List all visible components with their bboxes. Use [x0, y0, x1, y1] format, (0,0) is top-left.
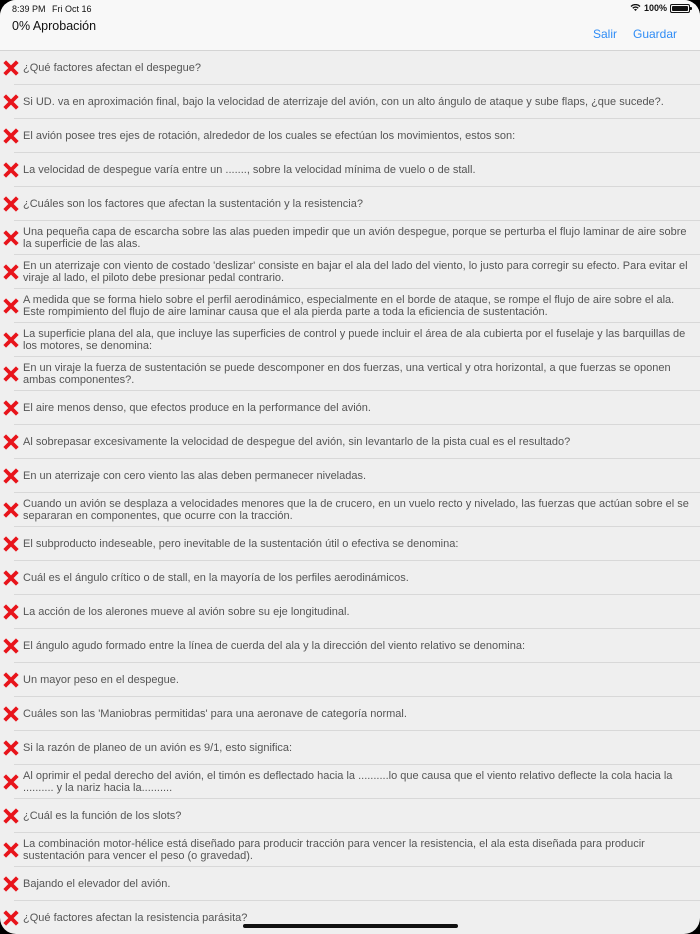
x-mark-icon — [2, 705, 20, 723]
list-item[interactable] — [0, 187, 700, 221]
list-item[interactable] — [0, 595, 700, 629]
question-text: Una pequeña capa de escarcha sobre las alas pueden impedir que un avión despegue, porque se perturba el flujo laminar de aire sobre la superficie de las alas. — [23, 225, 687, 250]
x-mark-icon — [2, 909, 20, 927]
question-text: La superficie plana del ala, que incluye las superficies de control y puede incluir el área de ala cubierta por el fuselaje y las barquillas de los motores, se denomina: — [23, 327, 686, 352]
question-text: La velocidad de despegue varía entre un ......., sobre la velocidad mínima de vuelo o de stall. — [23, 163, 476, 176]
x-mark-icon — [2, 773, 20, 791]
list-item[interactable] — [0, 561, 700, 595]
status-bar — [0, 0, 700, 16]
home-indicator[interactable] — [243, 924, 458, 928]
x-mark-icon — [2, 433, 20, 451]
question-text: A medida que se forma hielo sobre el perfil aerodinámico, especialmente en el borde de ataque, se rompe el flujo de aire sobre el ala. Este rompimiento del flujo de aire laminar causa que el ala pierda parte a toda la eficiencia de sustentación. — [23, 293, 675, 318]
list-item[interactable] — [0, 425, 700, 459]
list-item[interactable] — [0, 459, 700, 493]
x-mark-icon — [2, 501, 20, 519]
question-text: Cuál es el ángulo crítico o de stall, en la mayoría de los perfiles aerodinámicos. — [23, 571, 409, 584]
question-results-list[interactable] — [0, 51, 700, 934]
x-mark-icon — [2, 569, 20, 587]
question-text: Si UD. va en aproximación final, bajo la velocidad de aterrizaje del avión, con un alto ángulo de ataque y sube flaps, ¿que sucede?. — [23, 95, 664, 108]
status-time: 8:39 PM — [12, 4, 46, 14]
x-mark-icon — [2, 807, 20, 825]
x-mark-icon — [2, 195, 20, 213]
list-item[interactable] — [0, 765, 700, 799]
x-mark-icon — [2, 535, 20, 553]
x-mark-icon — [2, 671, 20, 689]
question-text: Bajando el elevador del avión. — [23, 877, 171, 890]
list-item[interactable] — [0, 357, 700, 391]
x-mark-icon — [2, 365, 20, 383]
question-text: El aire menos denso, que efectos produce en la performance del avión. — [23, 401, 371, 414]
list-item[interactable] — [0, 323, 700, 357]
list-item[interactable] — [0, 391, 700, 425]
x-mark-icon — [2, 739, 20, 757]
x-mark-icon — [2, 875, 20, 893]
save-button[interactable]: Guardar — [633, 27, 678, 41]
battery-percentage: 100% — [643, 3, 667, 13]
question-text: En un viraje la fuerza de sustentación se puede descomponer en dos fuerzas, una vertical y otra horizontal, a que fuerzas se oponen ambas componentes?. — [23, 361, 671, 386]
question-text: La acción de los alerones mueve al avión sobre su eje longitudinal. — [23, 605, 350, 618]
question-text: ¿Qué factores afectan la resistencia parásita? — [23, 911, 248, 924]
x-mark-icon — [2, 93, 20, 111]
x-mark-icon — [2, 399, 20, 417]
question-text: ¿Qué factores afectan el despegue? — [23, 61, 201, 74]
x-mark-icon — [2, 127, 20, 145]
question-text: Cuáles son las 'Maniobras permitidas' para una aeronave de categoría normal. — [23, 707, 407, 720]
question-text: El ángulo agudo formado entre la línea de cuerda del ala y la dirección del viento relativo se denomina: — [23, 639, 526, 652]
question-text: El avión posee tres ejes de rotación, alrededor de los cuales se efectúan los movimientos, estos son: — [23, 129, 516, 142]
question-text: En un aterrizaje con cero viento las alas deben permanecer niveladas. — [23, 469, 367, 482]
question-text: Al oprimir el pedal derecho del avión, el timón es deflectado hacia la ..........lo que causa que el viento relativo deflecte la cola hacia la .......... y la nariz hacia la.......... — [23, 769, 673, 794]
x-mark-icon — [2, 297, 20, 315]
question-text: Si la razón de planeo de un avión es 9/1, esto significa: — [23, 741, 293, 754]
navigation-bar — [0, 16, 700, 51]
x-mark-icon — [2, 59, 20, 77]
question-text: Cuando un avión se desplaza a velocidades menores que la de crucero, en un vuelo recto y nivelado, las fuerzas que actúan sobre el se separaran en componentes, que ocurre con la tracción. — [23, 497, 689, 522]
list-item[interactable] — [0, 663, 700, 697]
list-item[interactable] — [0, 289, 700, 323]
wifi-icon — [630, 4, 641, 12]
page-title: 0% Aprobación — [12, 19, 97, 33]
list-item[interactable] — [0, 867, 700, 901]
list-item[interactable] — [0, 629, 700, 663]
question-text: El subproducto indeseable, pero inevitable de la sustentación útil o efectiva se denomina: — [23, 537, 459, 550]
x-mark-icon — [2, 161, 20, 179]
x-mark-icon — [2, 263, 20, 281]
question-text: ¿Cuál es la función de los slots? — [23, 809, 182, 822]
x-mark-icon — [2, 841, 20, 859]
x-mark-icon — [2, 229, 20, 247]
list-item[interactable] — [0, 221, 700, 255]
question-text: Un mayor peso en el despegue. — [23, 673, 179, 686]
status-date: Fri Oct 16 — [52, 4, 92, 14]
status-right — [630, 3, 690, 13]
question-text: ¿Cuáles son los factores que afectan la sustentación y la resistencia? — [23, 197, 363, 210]
question-text: En un aterrizaje con viento de costado 'deslizar' consiste en bajar el ala del lado del viento, lo justo para corregir su efecto. Para evitar el viraje al lado, el piloto debe presionar pedal contrario. — [23, 259, 688, 284]
list-item[interactable] — [0, 119, 700, 153]
list-item[interactable] — [0, 153, 700, 187]
list-item[interactable] — [0, 731, 700, 765]
list-item[interactable] — [0, 697, 700, 731]
exit-button[interactable]: Salir — [593, 27, 618, 41]
list-item[interactable] — [0, 85, 700, 119]
question-text: La combinación motor-hélice está diseñado para producir tracción para vencer la resistencia, el ala esta diseñada para producir sustentación para vencer el peso (o gravedad). — [23, 837, 645, 862]
x-mark-icon — [2, 637, 20, 655]
list-item[interactable] — [0, 51, 700, 85]
x-mark-icon — [2, 331, 20, 349]
question-text: Al sobrepasar excesivamente la velocidad de despegue del avión, sin levantarlo de la pista cual es el resultado? — [23, 435, 571, 448]
list-item[interactable] — [0, 255, 700, 289]
list-item[interactable] — [0, 493, 700, 527]
list-item[interactable] — [0, 799, 700, 833]
list-item[interactable] — [0, 527, 700, 561]
list-item[interactable] — [0, 833, 700, 867]
x-mark-icon — [2, 603, 20, 621]
x-mark-icon — [2, 467, 20, 485]
list-item[interactable] — [0, 901, 700, 934]
battery-icon — [670, 4, 690, 13]
